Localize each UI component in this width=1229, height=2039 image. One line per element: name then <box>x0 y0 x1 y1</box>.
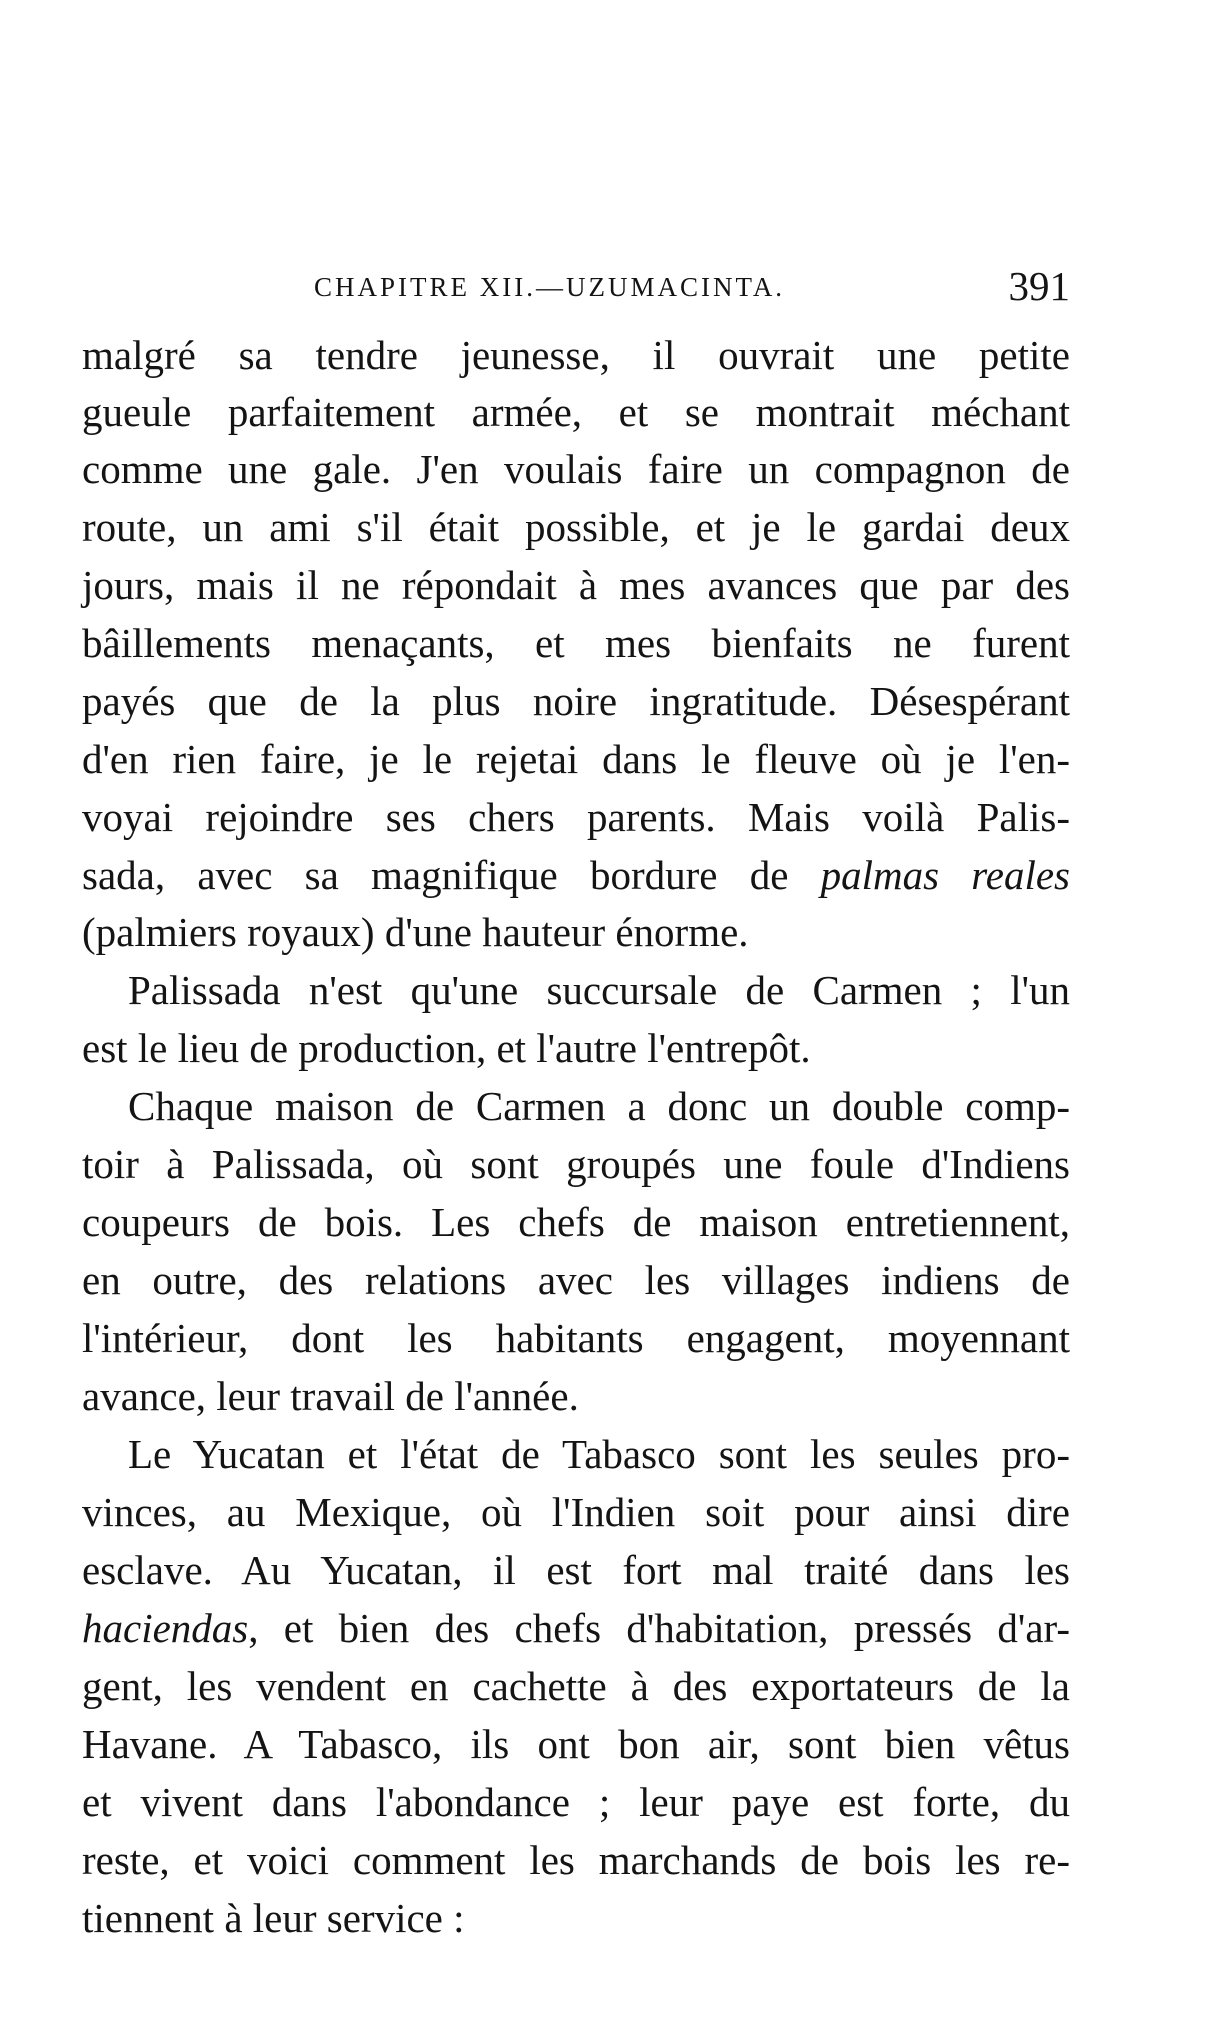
text-line: payés que de la plus noire ingratitude. Désespérant <box>82 678 1070 724</box>
text-line: route, un ami s'il était possible, et je le gardai deux <box>82 504 1070 550</box>
text-line: et vivent dans l'abondance ; leur paye est forte, du <box>82 1779 1070 1825</box>
text-line <box>82 847 1070 903</box>
text-line: coupeurs de bois. Les chefs de maison entretiennent, <box>82 1199 1070 1245</box>
text-line: comme une gale. J'en voulais faire un compagnon de <box>82 446 1070 492</box>
text-line: voyai rejoindre ses chers parents. Mais voilà Palis- <box>82 794 1070 840</box>
text-line: Havane. A Tabasco, ils ont bon air, sont bien vêtus <box>82 1721 1070 1767</box>
italic-phrase: haciendas <box>82 1605 249 1651</box>
text-line: l'intérieur, dont les habitants engagent, moyennant <box>82 1315 1070 1361</box>
text-line: bâillements menaçants, et mes bienfaits ne furent <box>82 620 1070 666</box>
paragraph-first-line: Chaque maison de Carmen a donc un double comp- <box>128 1083 1070 1129</box>
text-line <box>82 1600 1070 1656</box>
text-line: esclave. Au Yucatan, il est fort mal traité dans les <box>82 1547 1070 1593</box>
text-line: gueule parfaitement armée, et se montrait méchant <box>82 389 1070 435</box>
text-line: tiennent à leur service : <box>82 1895 465 1941</box>
paragraph-first-line: Palissada n'est qu'une succursale de Carmen ; l'un <box>128 967 1070 1013</box>
paragraph-first-line: Le Yucatan et l'état de Tabasco sont les seules pro- <box>128 1431 1070 1477</box>
text-line: en outre, des relations avec les villages indiens de <box>82 1257 1070 1303</box>
text-line: malgré sa tendre jeunesse, il ouvrait une petite <box>82 332 1070 378</box>
text-line: est le lieu de production, et l'autre l'entrepôt. <box>82 1025 811 1071</box>
text-line: (palmiers royaux) d'une hauteur énorme. <box>82 909 749 955</box>
text-segment: sada, avec sa magnifique bordure de <box>82 852 821 898</box>
page-number: 391 <box>1008 263 1070 309</box>
text-line: jours, mais il ne répondait à mes avances que par des <box>82 562 1070 608</box>
text-line: reste, et voici comment les marchands de bois les re- <box>82 1837 1070 1883</box>
running-title: CHAPITRE XII.—UZUMACINTA. <box>314 272 786 302</box>
running-head <box>82 263 1070 310</box>
text-line: toir à Palissada, où sont groupés une foule d'Indiens <box>82 1141 1070 1187</box>
text-line: avance, leur travail de l'année. <box>82 1373 579 1419</box>
text-segment: , et bien des chefs d'habitation, pressés d'ar- <box>248 1605 1070 1651</box>
text-line: d'en rien faire, je le rejetai dans le fleuve où je l'en- <box>82 736 1070 782</box>
text-line: vinces, au Mexique, où l'Indien soit pour ainsi dire <box>82 1489 1070 1535</box>
text-line: gent, les vendent en cachette à des exportateurs de la <box>82 1663 1070 1709</box>
italic-phrase: palmas reales <box>820 852 1070 898</box>
